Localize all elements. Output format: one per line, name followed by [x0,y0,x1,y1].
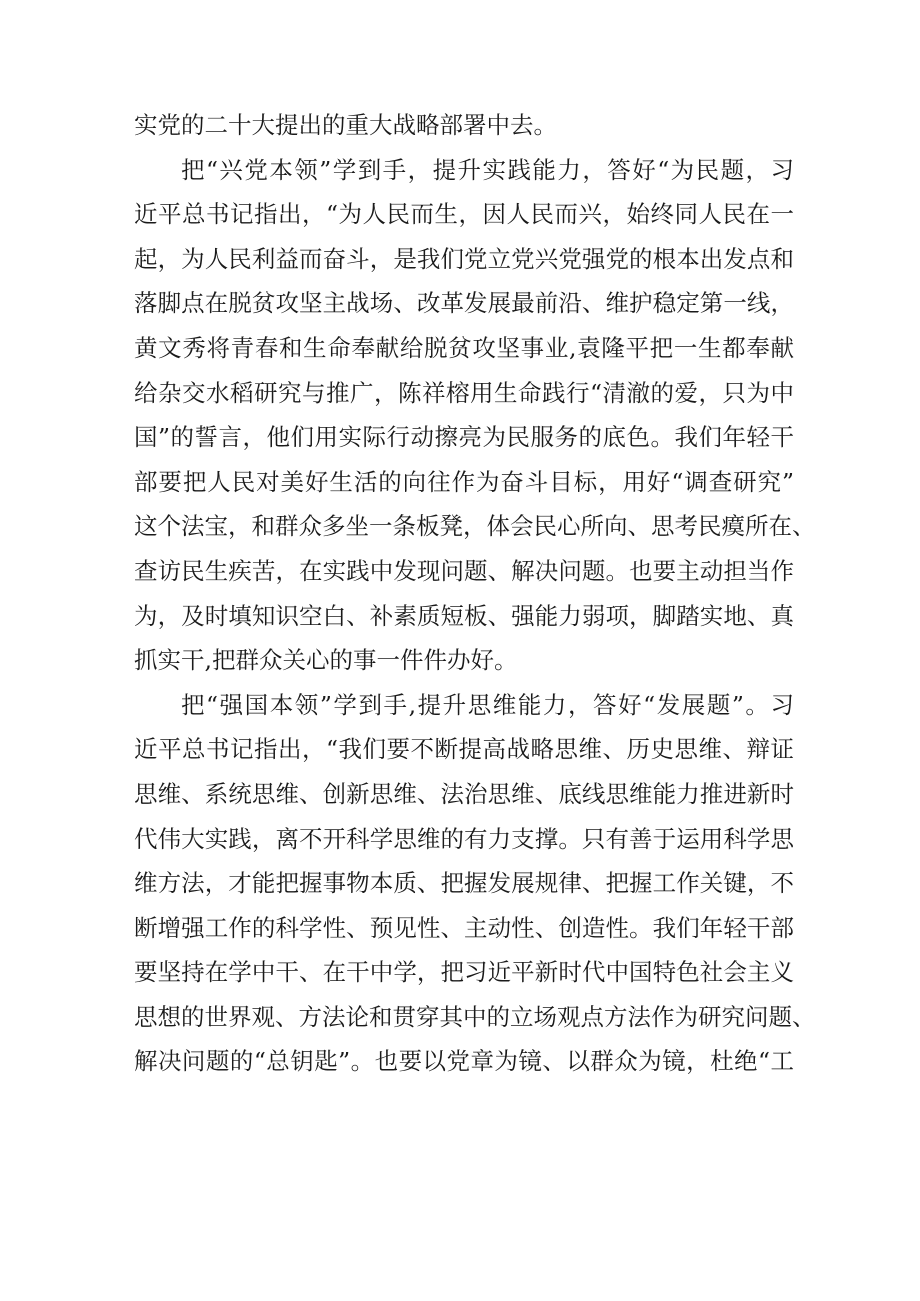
paragraph-last-line: 抓实干,把群众关心的事一件件办好。 [134,646,518,675]
paragraph-first-line: 把“兴党本领”学到手，提升实践能力，答好“为民题，习 [181,155,794,184]
text-line: 实党的二十大提出的重大战略部署中去。 [134,111,557,139]
text-line: 维方法，才能把握事物本质、把握发展规律、把握工作关键，不 [134,869,794,898]
text-line: 这个法宝，和群众多坐一条板凳，体会民心所向、思考民瘼所在、 [134,512,816,541]
text-line: 给杂交水稻研究与推广，陈祥榕用生命践行“清澈的爱，只为中 [134,378,794,407]
text-line: 黄文秀将青春和生命奉献给脱贫攻坚事业,袁隆平把一生都奉献 [134,333,794,362]
text-line: 断增强工作的科学性、预见性、主动性、创造性。我们年轻干部 [134,913,794,942]
text-line: 思维、系统思维、创新思维、法治思维、底线思维能力推进新时 [134,779,794,808]
text-line: 代伟大实践，离不开科学思维的有力支撑。只有善于运用科学思 [134,824,794,853]
text-line: 部要把人民对美好生活的向往作为奋斗目标，用好“调查研究” [134,467,794,496]
text-line: 近平总书记指出，“为人民而生，因人民而兴，始终同人民在一 [134,200,794,229]
text-line: 为，及时填知识空白、补素质短板、强能力弱项，脚踏实地、真 [134,601,794,630]
text-line: 查访民生疾苦，在实践中发现问题、解决问题。也要主动担当作 [134,556,794,585]
text-line: 国”的誓言，他们用实际行动擦亮为民服务的底色。我们年轻干 [134,423,794,452]
text-line: 思想的世界观、方法论和贯穿其中的立场观点方法作为研究问题、 [134,1002,816,1031]
text-line: 起，为人民利益而奋斗，是我们党立党兴党强党的根本出发点和 [134,244,794,273]
paragraph-first-line: 把“强国本领”学到手,提升思维能力，答好“发展题”。习 [181,690,794,719]
text-line: 落脚点在脱贫攻坚主战场、改革发展最前沿、维护稳定第一线， [134,289,794,318]
document-body [134,103,816,1084]
text-line: 要坚持在学中干、在干中学，把习近平新时代中国特色社会主义 [134,958,794,987]
text-line: 近平总书记指出，“我们要不断提高战略思维、历史思维、辩证 [134,735,794,764]
text-line: 解决问题的“总钥匙”。也要以党章为镜、以群众为镜，杜绝“工 [134,1047,794,1076]
